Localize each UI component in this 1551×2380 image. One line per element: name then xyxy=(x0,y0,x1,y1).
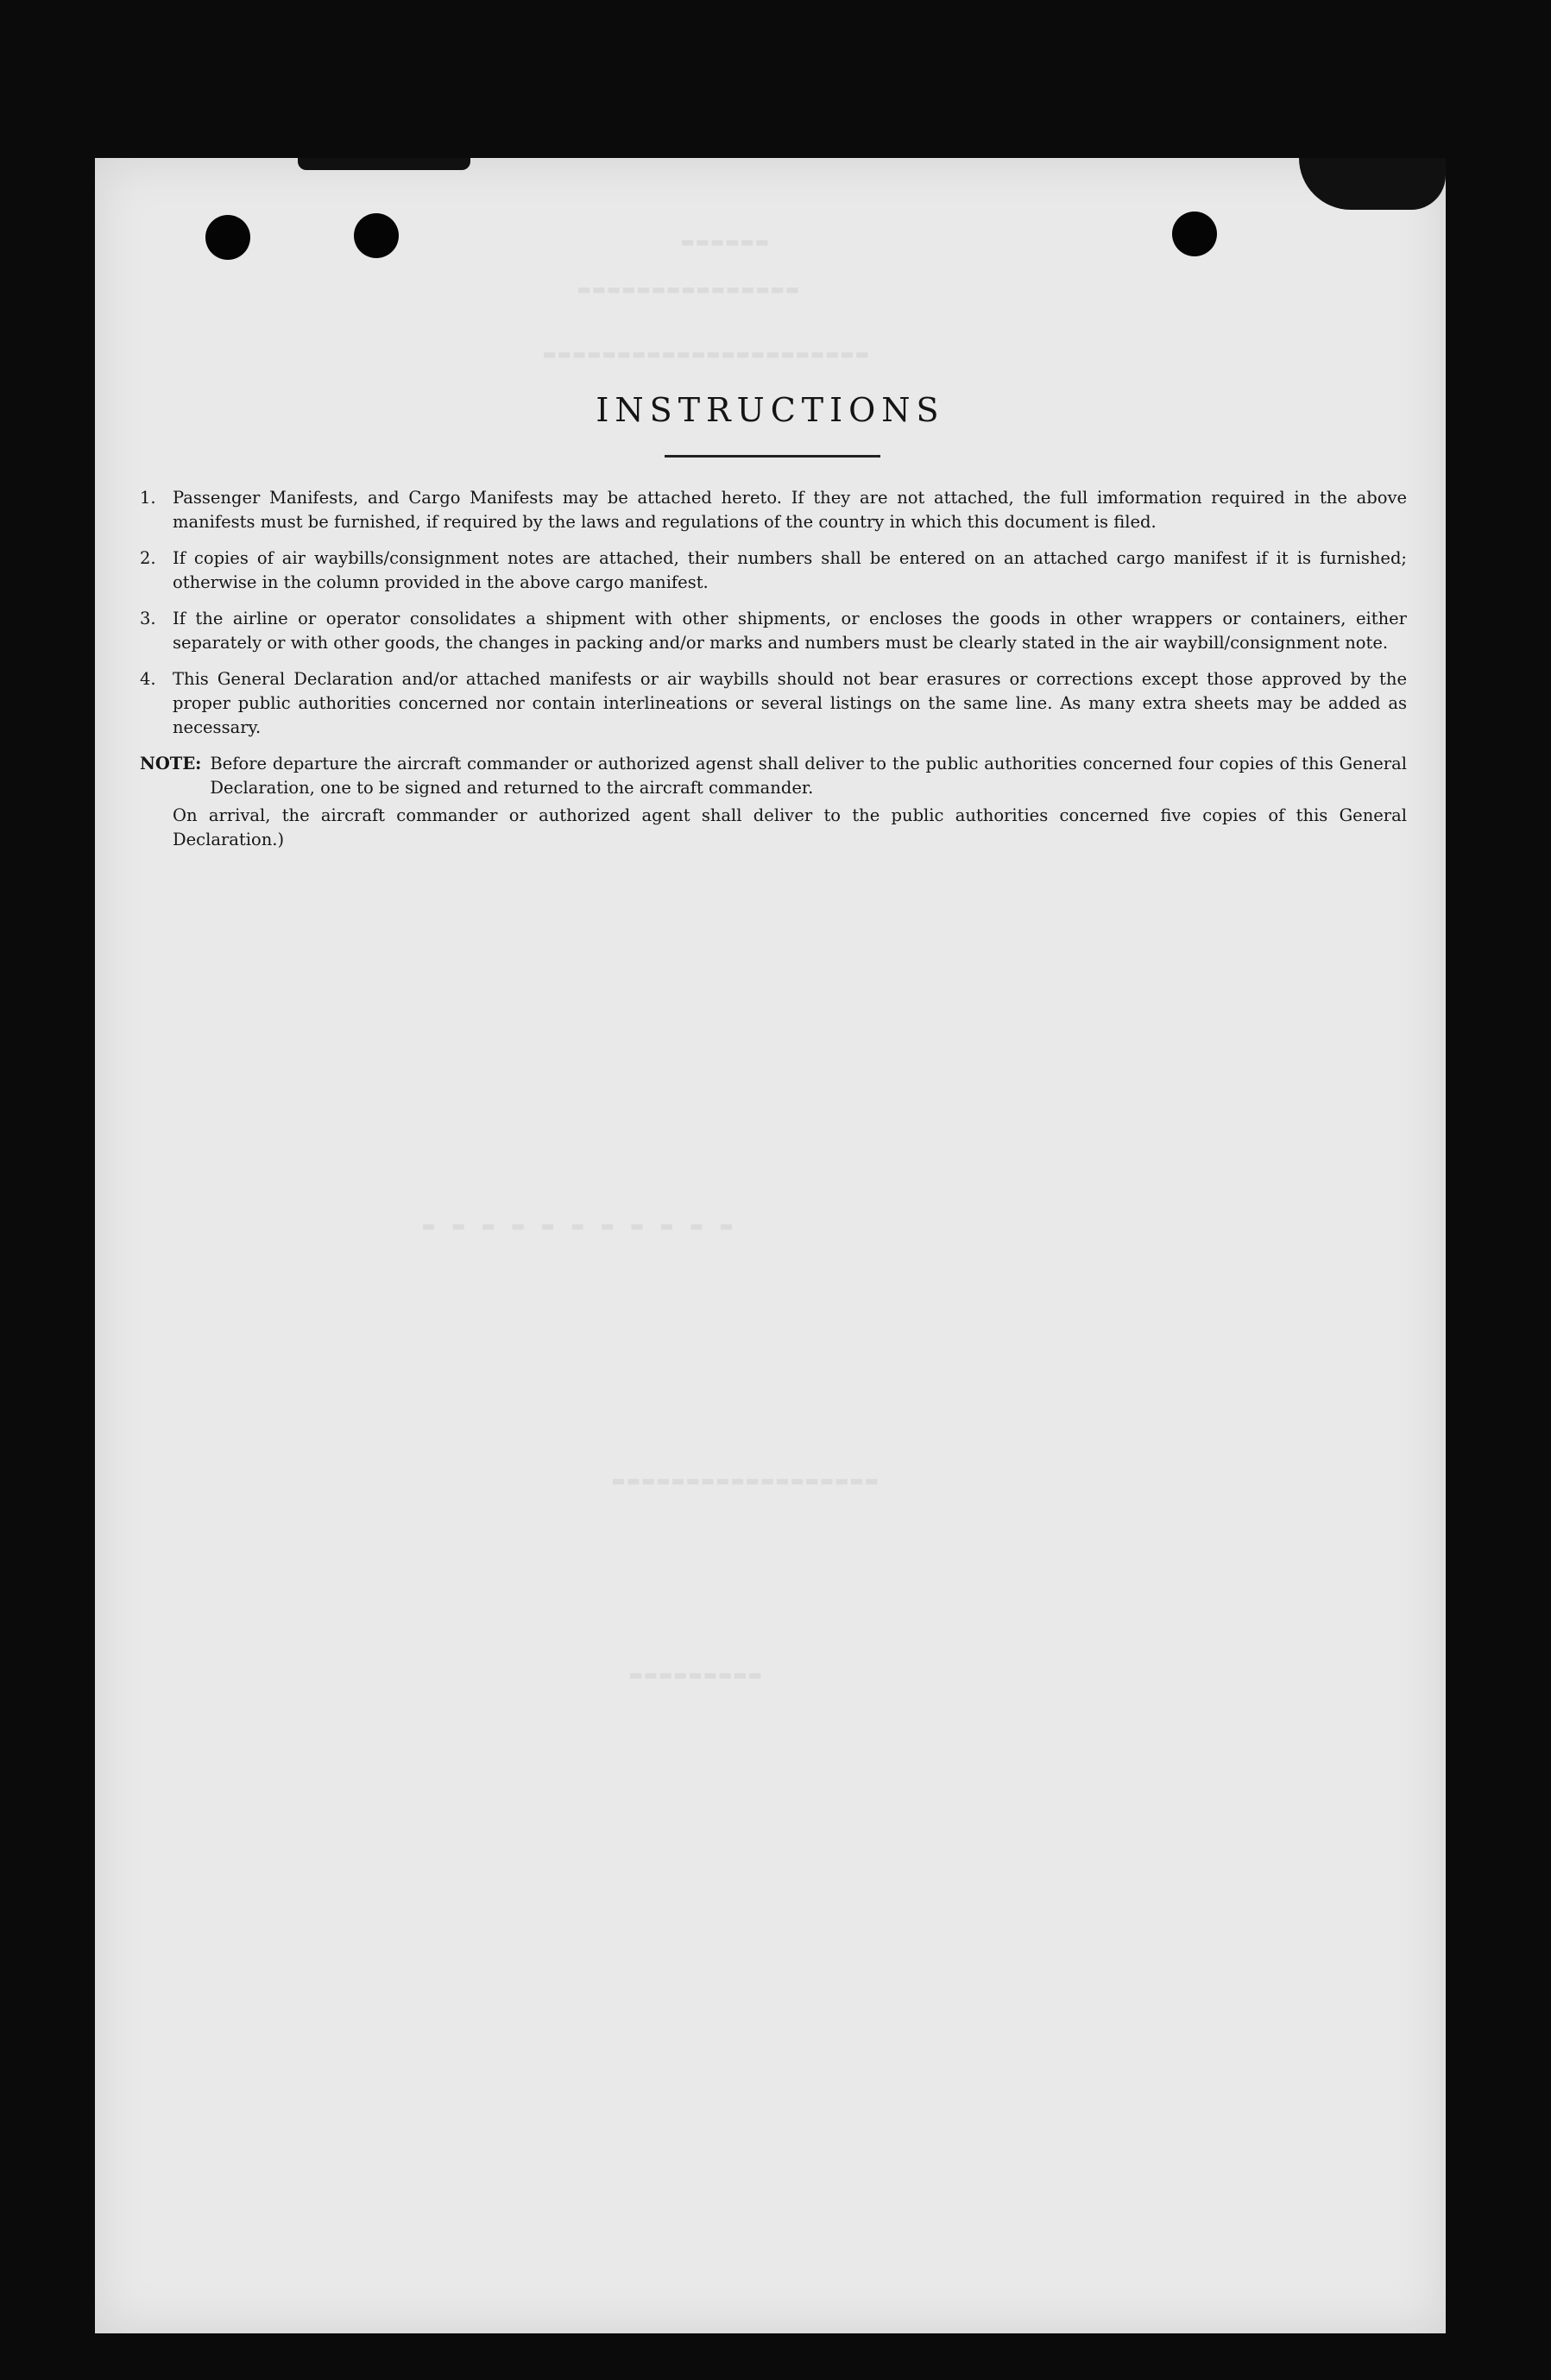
torn-edge-small xyxy=(298,158,470,170)
bleed-through: ▬▬▬▬▬▬▬▬▬▬▬▬▬▬▬ xyxy=(578,279,802,300)
title-underline xyxy=(665,455,880,458)
bleed-through: ▬▬▬▬▬▬▬▬▬▬▬▬▬▬▬▬▬▬ xyxy=(613,1470,881,1492)
instructions-list xyxy=(140,486,1407,852)
instruction-number: 2. xyxy=(140,548,156,568)
document-title: INSTRUCTIONS xyxy=(596,391,945,429)
instruction-item xyxy=(140,486,1407,534)
note-arrival-text: On arrival, the aircraft commander or authorized agent shall deliver to the public authorities concerned five copies of this General Declaration.) xyxy=(173,805,1407,849)
instruction-text: Passenger Manifests, and Cargo Manifests may be attached hereto. If they are not attached, the full imformation required in the above manifests must be furnished, if required by the laws and regulations of the country in which this document is filed. xyxy=(173,488,1407,532)
instruction-item xyxy=(140,667,1407,740)
punch-hole-left xyxy=(205,215,250,260)
instruction-number: 1. xyxy=(140,488,156,508)
note-departure-text: Before departure the aircraft commander or authorized agenst shall deliver to the public authorities concerned four copies of this General Declaration, one to be signed and returned to the aircraft commander. xyxy=(210,754,1407,798)
note-label: NOTE: xyxy=(140,754,202,773)
punch-hole-right xyxy=(1172,211,1217,256)
bleed-through: ▬▬▬▬▬▬▬▬▬ xyxy=(630,1664,765,1686)
punch-hole-center xyxy=(354,213,399,258)
instruction-item xyxy=(140,607,1407,655)
instruction-text: If copies of air waybills/consignment notes are attached, their numbers shall be entered on an attached cargo manifest if it is furnished; otherwise in the column provided in the above cargo manifest. xyxy=(173,548,1407,592)
instruction-text: If the airline or operator consolidates a shipment with other shipments, or encloses the goods in other wrappers or containers, either separately or with other goods, the changes in packing and/or marks and numbers must be clearly stated in the air waybill/consignment note. xyxy=(173,609,1407,653)
note-block xyxy=(140,752,1407,800)
bleed-through: ▬ ▬ ▬ ▬ ▬ ▬ ▬ ▬ ▬ ▬ ▬ xyxy=(423,1215,736,1237)
instruction-text: This General Declaration and/or attached manifests or air waybills should not bear erasures or corrections except those approved by the proper public authorities concerned nor contain interlineations or several listings on the same line. As many extra sheets may be added as necessary. xyxy=(173,669,1407,737)
bleed-through: ▬▬▬▬▬▬ xyxy=(682,231,772,253)
paper-sheet xyxy=(95,158,1446,2333)
instruction-number: 3. xyxy=(140,609,156,628)
torn-edge xyxy=(1299,158,1446,210)
instruction-item xyxy=(140,546,1407,595)
bleed-through: ▬▬▬▬▬▬▬▬▬▬▬▬▬▬▬▬▬▬▬▬▬▬ xyxy=(544,344,872,365)
instruction-number: 4. xyxy=(140,669,156,689)
